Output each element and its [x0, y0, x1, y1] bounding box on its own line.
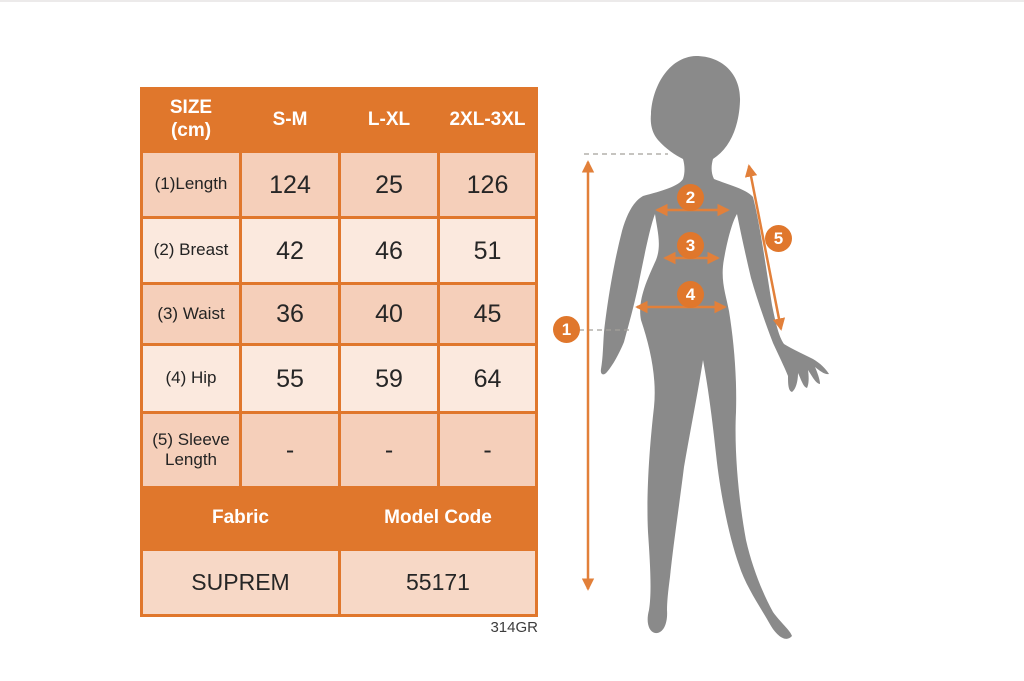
row-label-waist: (3) Waist — [143, 285, 239, 343]
measurement-marker-5: 5 — [765, 225, 792, 252]
column-header-s-m: S-M — [242, 90, 338, 150]
cell-hip-s-m: 55 — [242, 346, 338, 411]
cell-breast-l-xl: 46 — [341, 219, 437, 282]
cell-length-2xl-3xl: 126 — [440, 153, 535, 216]
cell-length-s-m: 124 — [242, 153, 338, 216]
fabric-value: SUPREM — [143, 551, 338, 614]
cell-breast-2xl-3xl: 51 — [440, 219, 535, 282]
cell-sleeve-l-xl: - — [341, 414, 437, 486]
model-code-value: 55171 — [341, 551, 535, 614]
row-label-length: (1)Length — [143, 153, 239, 216]
row-label-hip: (4) Hip — [143, 346, 239, 411]
cell-waist-s-m: 36 — [242, 285, 338, 343]
measurement-marker-4: 4 — [677, 281, 704, 308]
cell-hip-2xl-3xl: 64 — [440, 346, 535, 411]
size-table — [140, 87, 538, 617]
product-code: 314GR — [490, 619, 538, 636]
cell-sleeve-s-m: - — [242, 414, 338, 486]
cell-sleeve-2xl-3xl: - — [440, 414, 535, 486]
cell-waist-l-xl: 40 — [341, 285, 437, 343]
measurement-marker-2: 2 — [677, 184, 704, 211]
column-header-l-xl: L-XL — [341, 90, 437, 150]
cell-length-l-xl: 25 — [341, 153, 437, 216]
cell-waist-2xl-3xl: 45 — [440, 285, 535, 343]
column-header-2xl-3xl: 2XL-3XL — [440, 90, 535, 150]
female-silhouette — [601, 56, 829, 639]
measurement-marker-1: 1 — [553, 316, 580, 343]
cell-hip-l-xl: 59 — [341, 346, 437, 411]
table-corner-header: SIZE (cm) — [143, 90, 239, 150]
row-label-sleeve-length: (5) Sleeve Length — [143, 414, 239, 486]
row-label-breast: (2) Breast — [143, 219, 239, 282]
cell-breast-s-m: 42 — [242, 219, 338, 282]
model-code-header: Model Code — [341, 489, 535, 548]
fabric-header: Fabric — [143, 489, 338, 548]
measurement-marker-3: 3 — [677, 232, 704, 259]
